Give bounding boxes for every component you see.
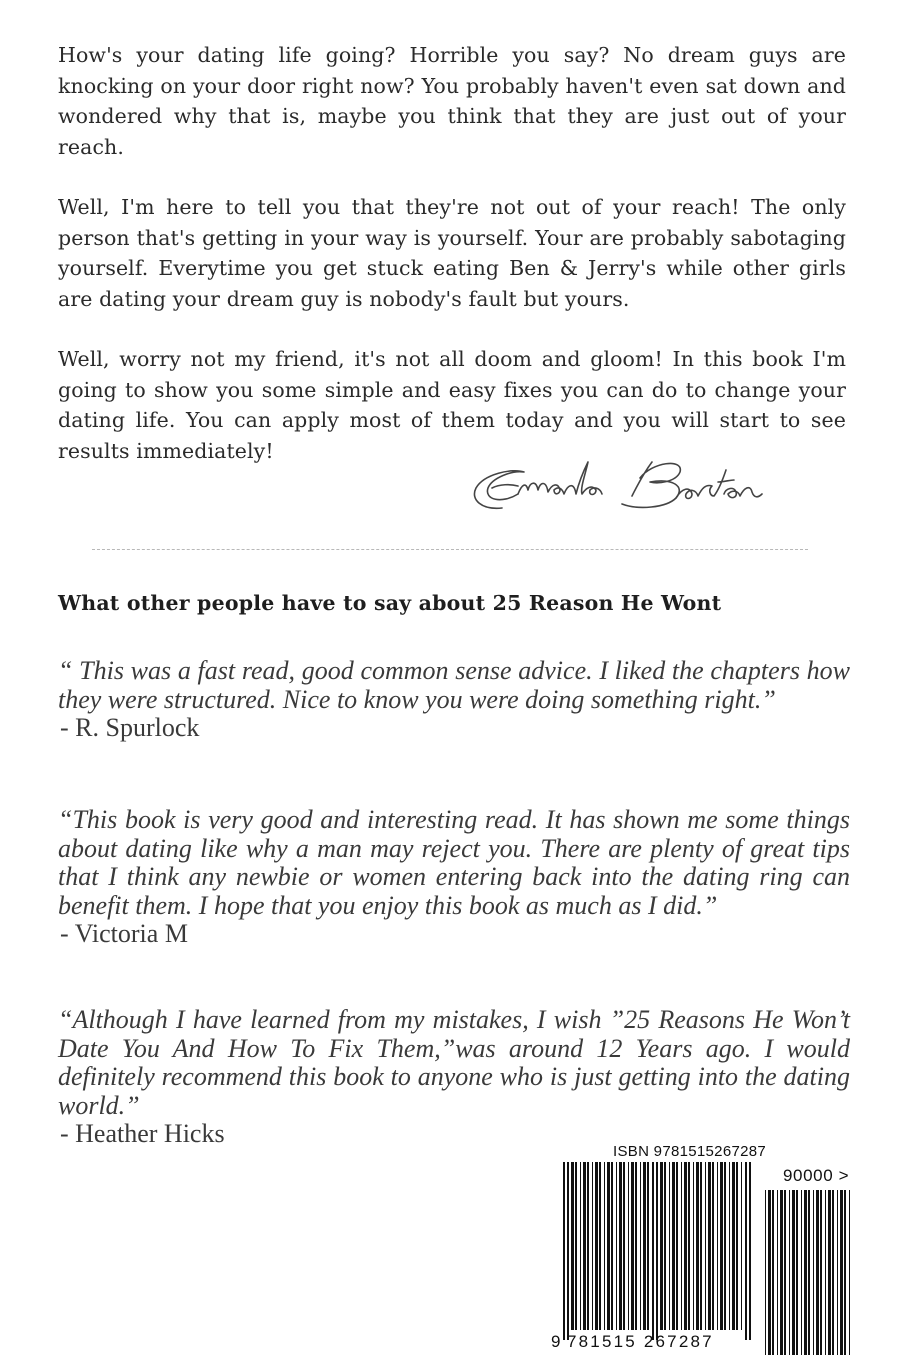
barcode-bar [583, 1162, 586, 1330]
ean-first-digit: 9 [551, 1332, 561, 1351]
testimonial-quote: “ This was a fast read, good common sense advice. I liked the chapters how they were structured. Nice to know you were doing something right.” [58, 656, 850, 714]
testimonial [58, 806, 850, 949]
price-code-label: 90000 > [783, 1166, 850, 1185]
barcode-bar [604, 1162, 605, 1330]
barcode-bar [669, 1162, 670, 1330]
barcode-bar [672, 1162, 675, 1330]
barcode-bar [820, 1190, 822, 1355]
barcode-bar [720, 1162, 723, 1330]
barcode-bar [712, 1162, 714, 1330]
barcode-bar [729, 1162, 730, 1330]
barcode-bar [628, 1162, 629, 1330]
barcode-bar [575, 1162, 577, 1330]
testimonial-author: - R. Spurlock [60, 713, 200, 742]
barcode-bar [777, 1190, 778, 1355]
barcode-bar [607, 1162, 610, 1330]
isbn-label: ISBN 9781515267287 [613, 1143, 767, 1160]
intro-text [58, 40, 846, 496]
barcode-bar [849, 1190, 850, 1355]
barcode-bar [840, 1190, 843, 1355]
testimonial [58, 657, 850, 743]
barcode-bar [780, 1190, 783, 1355]
section-divider [92, 549, 808, 550]
barcode-bar [741, 1162, 742, 1330]
barcode-bar [796, 1190, 798, 1355]
barcode-guard-bar [749, 1162, 751, 1340]
barcode-bar [599, 1162, 601, 1330]
intro-paragraph-1: How's your dating life going? Horrible you say? No dream guys are knocking on your door right now? You probably haven't even sat down and wondered why that is, maybe you think that they are just out of your reach. [58, 43, 846, 159]
barcode-bar [696, 1162, 699, 1330]
barcode-bar [717, 1162, 718, 1330]
intro-paragraph-2: Well, I'm here to tell you that they're not out of your reach! The only person that's getting in your way is yourself. Your are probably sabotaging yourself. Everytime you get stuck eating Ben & Jerry's while other girls are dating your dream guy is nobody's fault but yours. [58, 195, 846, 311]
barcode-bar [664, 1162, 666, 1330]
barcode-bar [825, 1190, 826, 1355]
barcode-bar [587, 1162, 589, 1330]
barcode-bar [813, 1190, 814, 1355]
barcode-bar [844, 1190, 846, 1355]
ean-digits: 781515 267287 [567, 1332, 714, 1351]
barcode-bar [693, 1162, 694, 1330]
barcode-bar [832, 1190, 834, 1355]
barcode-guard-bar [656, 1162, 658, 1340]
barcode-bar [808, 1190, 810, 1355]
barcode-bar [595, 1162, 598, 1330]
barcode-bar [732, 1162, 735, 1330]
barcode-bar [616, 1162, 617, 1330]
barcode-bar [772, 1190, 774, 1355]
barcode-bar [647, 1162, 649, 1330]
testimonial-quote: “This book is very good and interesting read. It has shown me some things about dating like why a man may reject you. There are plenty of great tips that I think any newbie or women entering back into the dating ring can benefit them. I hope that you enjoy this book as much as I did.” [58, 805, 850, 920]
barcode-bar [623, 1162, 625, 1330]
barcode-bar [643, 1162, 646, 1330]
barcode-bar [708, 1162, 711, 1330]
testimonial-author: - Victoria M [60, 919, 188, 948]
barcode-bar [580, 1162, 581, 1330]
barcode-bar [789, 1190, 790, 1355]
barcode-bar [804, 1190, 807, 1355]
intro-paragraph-3: Well, worry not my friend, it's not all doom and gloom! In this book I'm going to show you some simple and easy fixes you can do to change your dating life. You can apply most of them today and you will start to see results immediately! [58, 347, 846, 463]
barcode-bar [801, 1190, 802, 1355]
barcode-bar [768, 1190, 771, 1355]
isbn-barcode [551, 1140, 871, 1360]
barcode-bar [611, 1162, 613, 1330]
barcode-guard-bar [567, 1162, 569, 1340]
barcode-bar [640, 1162, 641, 1330]
reviews-heading: What other people have to say about 25 Reason He Wont [58, 591, 722, 615]
barcode-bar [792, 1190, 795, 1355]
barcode-bar [816, 1190, 819, 1355]
barcode-guard-bar [563, 1162, 565, 1340]
barcode-guard-bar [745, 1162, 747, 1340]
barcode-bar [828, 1190, 831, 1355]
barcode-bar [837, 1190, 838, 1355]
barcode-bar [736, 1162, 738, 1330]
barcode-bar [631, 1162, 634, 1330]
barcode-bar [681, 1162, 682, 1330]
testimonial-author: - Heather Hicks [60, 1119, 225, 1148]
barcode-bar [784, 1190, 786, 1355]
barcode-bar [765, 1190, 766, 1355]
testimonial [58, 1006, 850, 1120]
barcode-bar [724, 1162, 726, 1330]
barcode-bar [660, 1162, 663, 1330]
barcode-bar [571, 1162, 574, 1330]
barcode-bar [635, 1162, 637, 1330]
barcode-bar [700, 1162, 702, 1330]
barcode-bar [592, 1162, 593, 1330]
barcode-bar [705, 1162, 706, 1330]
testimonial-quote: “Although I have learned from my mistakes, I wish ”25 Reasons He Won’t Date You And How To Fix Them,”was around 12 Years ago. I would definitely recommend this book to anyone who is just getting into the dating world.” [58, 1005, 850, 1120]
barcode-guard-bar [652, 1162, 654, 1340]
author-signature [462, 448, 822, 538]
barcode-bar [684, 1162, 687, 1330]
barcode-bar [619, 1162, 622, 1330]
barcode-bar [688, 1162, 690, 1330]
barcode-bar [676, 1162, 678, 1330]
testimonial-author-wrap [58, 1120, 225, 1149]
